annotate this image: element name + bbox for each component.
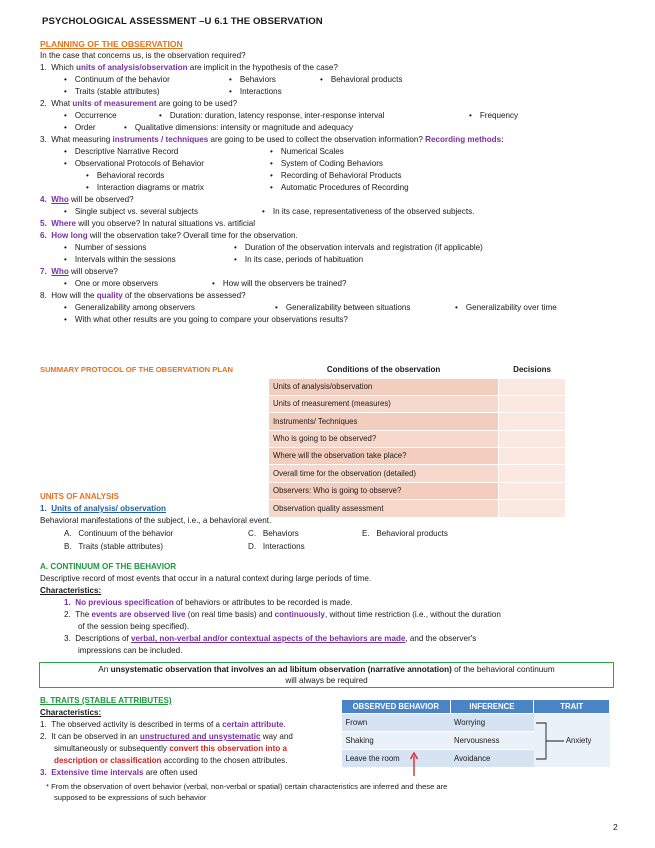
page-number: 2 [613,822,618,832]
summary-label: SUMMARY PROTOCOL OF THE OBSERVATION PLAN [40,365,233,374]
q1-item: • Continuum of the behavior [64,75,170,85]
traits-characteristics-label: Characteristics: [40,708,102,717]
col-decisions: Decisions [513,364,551,374]
question-7: 7. Who will observe? [40,267,118,276]
decision-cell [499,482,566,499]
traits-characteristic: 3. Extensive time intervals are often used [40,768,198,777]
behavior-cell: Shaking [342,732,451,750]
q2-item: • Occurrence [64,111,117,121]
q3-item: • Numerical Scales [270,147,344,157]
question-5: 5. Where will you observe? In natural situations vs. artificial [40,219,256,228]
continuum-note-box [39,662,614,688]
q8-item: • Generalizability over time [455,303,557,313]
question-2: 2. What units of measurement are going to be used? [40,99,238,108]
unit-item: C. Behaviors [248,529,299,538]
trait-inference-table [341,699,610,768]
continuum-characteristic: 3. Descriptions of verbal, non-verbal and/or contextual aspects of the behaviors are made, and the observer's [64,634,477,643]
question-1: 1. Which units of analysis/observation are implicit in the hypothesis of the case? [40,63,338,72]
q7-item: • One or more observers [64,279,158,289]
traits-heading: B. TRAITS (STABLE ATTRIBUTES) [40,696,172,705]
question-3: 3. What measuring instruments / techniques are going to be used to collect the observation information? Recording methods: [40,135,504,144]
unit-item: A. Continuum of the behavior [64,529,174,538]
units-subheading: 1. Units of analysis/ observation [40,504,166,513]
q3-item: • Observational Protocols of Behavior [64,159,204,169]
traits-characteristic: 2. It can be observed in an unstructured and unsystematic way and [40,732,293,741]
unit-item: E. Behavioral products [362,529,448,538]
q1-item: • Traits (stable attributes) [64,87,160,97]
up-arrow-icon [409,752,419,776]
decision-cell [499,448,566,465]
q4-item: • Single subject vs. several subjects [64,207,198,217]
condition-cell: Where will the observation take place? [269,448,499,465]
continuum-characteristic: 1. No previous specification of behaviors or attributes to be recorded is made. [64,598,353,607]
inference-cell: Nervousness [450,732,534,750]
inference-cell: Worrying [450,714,534,732]
continuum-characteristic: 2. The events are observed live (on real time basis) and continuously, without time restriction (i.e., without the duration [64,610,501,619]
q3-item: • Interaction diagrams or matrix [86,183,204,193]
decision-cell [499,413,566,430]
col-inference: INFERENCE [450,700,534,714]
col-trait: TRAIT [534,700,610,714]
q3-item: • Descriptive Narrative Record [64,147,178,157]
q6-item: • Duration of the observation intervals and registration (if applicable) [234,243,483,253]
behavior-cell: Leave the room [342,750,451,768]
continuum-heading: A. CONTINUUM OF THE BEHAVIOR [40,562,177,571]
q8-item: • Generalizability among observers [64,303,195,313]
col-conditions: Conditions of the observation [326,364,441,374]
q6-item: • Number of sessions [64,243,146,253]
continuum-characteristic-cont: impressions can be included. [78,646,183,655]
units-heading: UNITS OF ANALYSIS [40,492,119,501]
decision-cell [499,500,566,517]
trait-value: Anxiety [565,736,592,745]
condition-cell: Observation quality assessment [269,500,499,517]
continuum-characteristic-cont: of the session being specified). [78,622,190,631]
q1-item: • Behaviors [229,75,276,85]
planning-heading: PLANNING OF THE OBSERVATION [40,39,183,49]
decision-cell [499,378,566,395]
q6-item: • In its case, periods of habituation [234,255,363,265]
q8-item: • Generalizability between situations [275,303,410,313]
page-title: PSYCHOLOGICAL ASSESSMENT –U 6.1 THE OBSERVATION [42,16,323,27]
q2-item: • Duration: duration, latency response, inter-response interval [159,111,384,121]
trait-cell [534,714,610,768]
condition-cell: Instruments/ Techniques [269,413,499,430]
unit-item: B. Traits (stable attributes) [64,542,164,551]
q2-item: • Order [64,123,96,133]
note-line-2: will always be required [285,675,368,685]
question-8: 8. How will the quality of the observations be assessed? [40,291,246,300]
summary-protocol-table [268,362,566,518]
q3-item: • Automatic Procedures of Recording [270,183,409,193]
col-observed-behavior: OBSERVED BEHAVIOR [342,700,451,714]
unit-item: D. Interactions [248,542,305,551]
q2-item: • Frequency [469,111,518,121]
q6-item: • Intervals within the sessions [64,255,176,265]
condition-cell: Who is going to be observed? [269,430,499,447]
q1-item: • Behavioral products [320,75,402,85]
continuum-description: Descriptive record of most events that occur in a natural context during large periods of time. [40,574,372,583]
q3-item: • Recording of Behavioral Products [270,171,401,181]
traits-footnote: * From the observation of overt behavior (verbal, non-verbal or spatial) certain characteristics are inferred and these are [46,782,448,791]
q1-item: • Interactions [229,87,282,97]
continuum-characteristics-label: Characteristics: [40,586,102,595]
decision-cell [499,395,566,412]
decision-cell [499,430,566,447]
traits-footnote-cont: supposed to be expressions of such behavior [54,793,207,802]
inference-cell: Avoidance [450,750,534,768]
q2-item: • Qualitative dimensions: intensity or magnitude and adequacy [124,123,353,133]
traits-characteristic: 1. The observed activity is described in terms of a certain attribute. [40,720,286,729]
condition-cell: Units of measurement (measures) [269,395,499,412]
q3-item: • Behavioral records [86,171,164,181]
condition-cell: Overall time for the observation (detailed) [269,465,499,482]
q7-item: • How will the observers be trained? [212,279,347,289]
condition-cell: Observers: Who is going to observe? [269,482,499,499]
note-line-1: An unsystematic observation that involves an ad libitum observation (narrative annotation) of the behavioral continuum [98,665,555,674]
q8-item: • With what other results are you going to compare your observations results? [64,315,348,325]
planning-intro: In the case that concerns us, is the observation required? [40,51,246,60]
traits-characteristic-cont: description or classification according to the chosen attributes. [54,756,288,765]
units-description: Behavioral manifestations of the subject, i.e., a behavioral event. [40,516,272,525]
behavior-cell: Frown [342,714,451,732]
q3-item: • System of Coding Behaviors [270,159,383,169]
condition-cell: Units of analysis/observation [269,378,499,395]
question-4: 4. Who will be observed? [40,195,134,204]
traits-characteristic-cont: simultaneously or subsequently convert this observation into a [54,744,288,753]
question-6: 6. How long will the observation take? Overall time for the observation. [40,231,298,240]
decision-cell [499,465,566,482]
q4-item: • In its case, representativeness of the observed subjects. [262,207,474,217]
